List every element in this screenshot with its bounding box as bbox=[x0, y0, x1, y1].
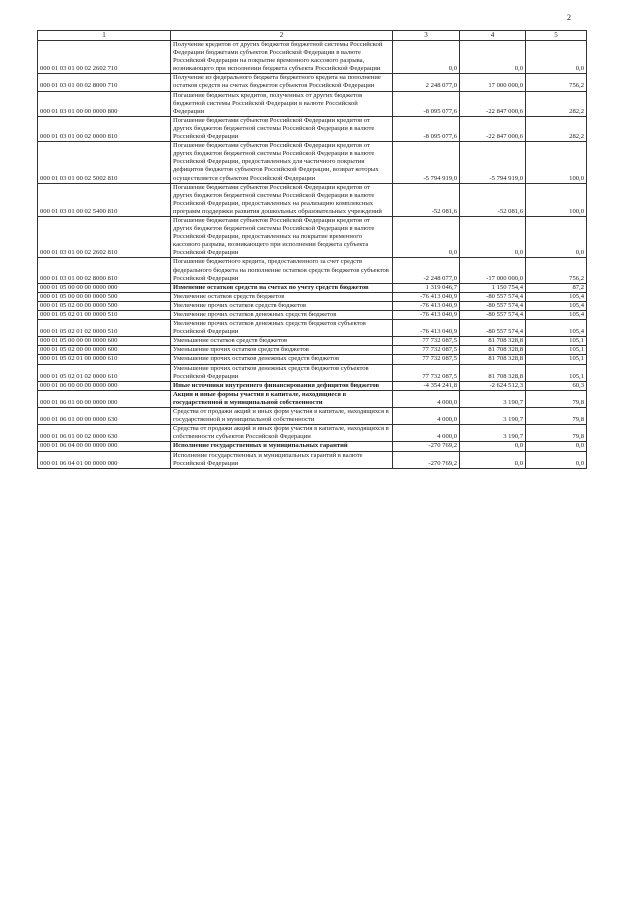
row-name-cell: Исполнение государственных и муниципальных гарантий в валюте Российской Федерации bbox=[171, 451, 393, 468]
row-value-col5: 756,2 bbox=[526, 74, 587, 91]
row-value-col3: -270 769,2 bbox=[393, 442, 460, 451]
table-body bbox=[38, 41, 587, 469]
column-header-1: 1 bbox=[38, 31, 171, 41]
row-value-col5: 0,0 bbox=[526, 41, 587, 74]
row-value-col5: 105,4 bbox=[526, 311, 587, 320]
row-name-cell: Изменение остатков средств на счетах по учету средств бюджетов bbox=[171, 283, 393, 292]
table-row bbox=[38, 301, 587, 310]
row-value-col3: -76 413 040,9 bbox=[393, 301, 460, 310]
row-code-cell: 000 01 05 02 01 00 0000 510 bbox=[38, 311, 171, 320]
row-value-col4: 3 190,7 bbox=[460, 408, 526, 425]
table-row bbox=[38, 311, 587, 320]
row-name-cell: Уменьшение прочих остатков денежных средств бюджетов субъектов Российской Федерации bbox=[171, 364, 393, 381]
row-value-col3: 77 732 087,5 bbox=[393, 346, 460, 355]
row-value-col4: -80 557 574,4 bbox=[460, 320, 526, 337]
row-value-col5: 60,3 bbox=[526, 381, 587, 390]
row-code-cell: 000 01 06 01 00 00 0000 000 bbox=[38, 390, 171, 407]
row-name-cell: Погашение бюджетами субъектов Российской Федерации кредитов от других бюджетов бюджетной системы Российской Федерации в валюте Российской Федерации, предоставленных для частичного покрытия дефицитов бюджетов субъектов Российской Федерации, возврат которых осуществляется субъектом Российской Федерации bbox=[171, 142, 393, 183]
column-header-4: 4 bbox=[460, 31, 526, 41]
table-row bbox=[38, 346, 587, 355]
row-code-cell: 000 01 05 02 01 00 0000 610 bbox=[38, 355, 171, 364]
table-row bbox=[38, 408, 587, 425]
row-value-col4: 81 708 328,8 bbox=[460, 364, 526, 381]
row-name-cell: Иные источники внутреннего финансирования дефицитов бюджетов bbox=[171, 381, 393, 390]
row-value-col4: -80 557 574,4 bbox=[460, 301, 526, 310]
row-value-col4: 3 190,7 bbox=[460, 425, 526, 442]
table-row bbox=[38, 364, 587, 381]
column-header-3: 3 bbox=[393, 31, 460, 41]
row-value-col5: 756,2 bbox=[526, 258, 587, 283]
row-value-col3: -76 413 040,9 bbox=[393, 311, 460, 320]
row-value-col5: 0,0 bbox=[526, 451, 587, 468]
row-value-col3: 4 000,0 bbox=[393, 408, 460, 425]
row-code-cell: 000 01 05 00 00 00 0000 500 bbox=[38, 292, 171, 301]
row-code-cell: 000 01 03 01 00 02 2602 710 bbox=[38, 41, 171, 74]
table-row bbox=[38, 292, 587, 301]
row-value-col5: 105,1 bbox=[526, 355, 587, 364]
row-value-col5: 0,0 bbox=[526, 216, 587, 257]
row-value-col5: 100,0 bbox=[526, 142, 587, 183]
row-value-col3: 4 000,0 bbox=[393, 425, 460, 442]
table-row bbox=[38, 337, 587, 346]
table-row bbox=[38, 320, 587, 337]
row-value-col5: 79,8 bbox=[526, 390, 587, 407]
row-code-cell: 000 01 03 01 00 02 0000 810 bbox=[38, 116, 171, 141]
table-row bbox=[38, 116, 587, 141]
row-value-col4: 1 150 754,4 bbox=[460, 283, 526, 292]
row-code-cell: 000 01 05 02 01 02 0000 610 bbox=[38, 364, 171, 381]
row-name-cell: Получение из федерального бюджета бюджетного кредита на пополнение остатков средств на счетах бюджетов субъектов Российской Федерации bbox=[171, 74, 393, 91]
row-value-col4: 0,0 bbox=[460, 216, 526, 257]
column-header-2: 2 bbox=[171, 31, 393, 41]
row-name-cell: Уменьшение остатков средств бюджетов bbox=[171, 337, 393, 346]
row-value-col4: 81 708 328,8 bbox=[460, 337, 526, 346]
table-row bbox=[38, 425, 587, 442]
table-row bbox=[38, 442, 587, 451]
table-row bbox=[38, 283, 587, 292]
table-row bbox=[38, 451, 587, 468]
row-value-col3: -76 413 040,9 bbox=[393, 320, 460, 337]
row-value-col4: -22 847 000,6 bbox=[460, 116, 526, 141]
row-name-cell: Погашение бюджетами субъектов Российской Федерации кредитов от других бюджетов бюджетной системы Российской Федерации в валюте Российской Федерации bbox=[171, 116, 393, 141]
row-value-col3: 1 319 046,7 bbox=[393, 283, 460, 292]
row-name-cell: Уменьшение прочих остатков средств бюджетов bbox=[171, 346, 393, 355]
row-code-cell: 000 01 05 02 01 02 0000 510 bbox=[38, 320, 171, 337]
row-value-col4: 0,0 bbox=[460, 451, 526, 468]
row-code-cell: 000 01 03 01 00 00 0000 800 bbox=[38, 91, 171, 116]
row-value-col5: 0,0 bbox=[526, 442, 587, 451]
row-value-col3: -52 081,6 bbox=[393, 183, 460, 216]
row-name-cell: Уменьшение прочих остатков денежных средств бюджетов bbox=[171, 355, 393, 364]
column-header-5: 5 bbox=[526, 31, 587, 41]
row-value-col4: 3 190,7 bbox=[460, 390, 526, 407]
row-value-col4: 81 708 328,8 bbox=[460, 355, 526, 364]
row-value-col4: 0,0 bbox=[460, 41, 526, 74]
row-value-col5: 105,1 bbox=[526, 337, 587, 346]
row-code-cell: 000 01 05 02 00 00 0000 600 bbox=[38, 346, 171, 355]
row-code-cell: 000 01 03 01 00 02 8000 810 bbox=[38, 258, 171, 283]
row-value-col3: -76 413 040,9 bbox=[393, 292, 460, 301]
row-value-col3: -8 095 077,6 bbox=[393, 91, 460, 116]
row-value-col4: -5 794 919,0 bbox=[460, 142, 526, 183]
row-value-col5: 105,4 bbox=[526, 320, 587, 337]
table-row bbox=[38, 390, 587, 407]
row-name-cell: Акции и иные формы участия в капитале, находящиеся в государственной и муниципальной собственности bbox=[171, 390, 393, 407]
row-code-cell: 000 01 03 01 00 02 5400 810 bbox=[38, 183, 171, 216]
row-value-col3: -8 095 077,6 bbox=[393, 116, 460, 141]
row-value-col4: -52 081,6 bbox=[460, 183, 526, 216]
row-value-col3: 77 732 087,5 bbox=[393, 337, 460, 346]
row-value-col4: 17 000 000,0 bbox=[460, 74, 526, 91]
table-row bbox=[38, 183, 587, 216]
row-name-cell: Погашение бюджетных кредитов, полученных от других бюджетов бюджетной системы Российской Федерации в валюте Российской Федерации bbox=[171, 91, 393, 116]
row-name-cell: Увеличение прочих остатков денежных средств бюджетов субъектов Российской Федерации bbox=[171, 320, 393, 337]
row-value-col3: -270 769,2 bbox=[393, 451, 460, 468]
row-code-cell: 000 01 06 04 01 00 0000 000 bbox=[38, 451, 171, 468]
table-row bbox=[38, 91, 587, 116]
row-name-cell: Средства от продажи акций и иных форм участия в капитале, находящихся в собственности субъектов Российской Федерации bbox=[171, 425, 393, 442]
row-value-col5: 79,8 bbox=[526, 408, 587, 425]
row-name-cell: Погашение бюджетами субъектов Российской Федерации кредитов от других бюджетов бюджетной системы Российской Федерации в валюте Российской Федерации, предоставленных на реализацию комплексных программ поддержки развития дошкольных образовательных учреждений bbox=[171, 183, 393, 216]
row-code-cell: 000 01 06 00 00 00 0000 000 bbox=[38, 381, 171, 390]
row-value-col5: 282,2 bbox=[526, 91, 587, 116]
row-value-col5: 79,8 bbox=[526, 425, 587, 442]
row-code-cell: 000 01 03 01 00 02 8000 710 bbox=[38, 74, 171, 91]
row-value-col4: -17 000 000,0 bbox=[460, 258, 526, 283]
table-row bbox=[38, 258, 587, 283]
row-value-col3: 0,0 bbox=[393, 41, 460, 74]
row-value-col3: 77 732 087,5 bbox=[393, 364, 460, 381]
row-name-cell: Увеличение прочих остатков денежных средств бюджетов bbox=[171, 311, 393, 320]
row-code-cell: 000 01 05 00 00 00 0000 600 bbox=[38, 337, 171, 346]
row-code-cell: 000 01 05 02 00 00 0000 500 bbox=[38, 301, 171, 310]
row-value-col5: 100,0 bbox=[526, 183, 587, 216]
row-value-col5: 87,2 bbox=[526, 283, 587, 292]
row-code-cell: 000 01 06 04 00 00 0000 000 bbox=[38, 442, 171, 451]
row-code-cell: 000 01 05 00 00 00 0000 000 bbox=[38, 283, 171, 292]
row-value-col3: 4 000,0 bbox=[393, 390, 460, 407]
column-number-header-row bbox=[38, 31, 587, 41]
budget-sources-table bbox=[37, 30, 587, 469]
row-value-col4: -2 624 512,3 bbox=[460, 381, 526, 390]
row-value-col5: 105,4 bbox=[526, 292, 587, 301]
row-value-col5: 105,4 bbox=[526, 301, 587, 310]
row-value-col4: -80 557 574,4 bbox=[460, 311, 526, 320]
table-row bbox=[38, 355, 587, 364]
table-row bbox=[38, 216, 587, 257]
row-code-cell: 000 01 03 01 00 02 2602 810 bbox=[38, 216, 171, 257]
row-name-cell: Исполнение государственных и муниципальных гарантий bbox=[171, 442, 393, 451]
row-value-col3: 0,0 bbox=[393, 216, 460, 257]
row-value-col3: 2 248 077,0 bbox=[393, 74, 460, 91]
row-name-cell: Погашение бюджетного кредита, предоставленного за счет средств федерального бюджета на пополнение остатков средств бюджетов субъектов Российской Федерации bbox=[171, 258, 393, 283]
row-value-col3: -2 248 077,0 bbox=[393, 258, 460, 283]
row-value-col4: 0,0 bbox=[460, 442, 526, 451]
row-name-cell: Увеличение остатков средств бюджетов bbox=[171, 292, 393, 301]
row-value-col5: 282,2 bbox=[526, 116, 587, 141]
row-value-col4: -80 557 574,4 bbox=[460, 292, 526, 301]
row-name-cell: Средства от продажи акций и иных форм участия в капитале, находящихся в государственной и муниципальной собственности bbox=[171, 408, 393, 425]
row-value-col5: 105,1 bbox=[526, 364, 587, 381]
row-value-col3: -5 794 919,0 bbox=[393, 142, 460, 183]
row-code-cell: 000 01 06 01 00 02 0000 630 bbox=[38, 425, 171, 442]
row-value-col4: 81 708 328,8 bbox=[460, 346, 526, 355]
row-name-cell: Увеличение прочих остатков средств бюджетов bbox=[171, 301, 393, 310]
page-number: 2 bbox=[567, 13, 571, 22]
row-value-col4: -22 847 000,6 bbox=[460, 91, 526, 116]
row-code-cell: 000 01 03 01 00 02 5002 810 bbox=[38, 142, 171, 183]
row-value-col5: 105,1 bbox=[526, 346, 587, 355]
table-row bbox=[38, 41, 587, 74]
table-row bbox=[38, 142, 587, 183]
table-row bbox=[38, 74, 587, 91]
row-name-cell: Получение кредитов от других бюджетов бюджетной системы Российской Федерации бюджетами субъектов Российской Федерации в валюте Российской Федерации на покрытие временного кассового разрыва, возникающего при исполнении бюджета субъекта Российской Федерации bbox=[171, 41, 393, 74]
row-code-cell: 000 01 06 01 00 00 0000 630 bbox=[38, 408, 171, 425]
row-name-cell: Погашение бюджетами субъектов Российской Федерации кредитов от других бюджетов бюджетной системы Российской Федерации в валюте Российской Федерации, предоставленных на покрытие временного кассового разрыва, возникающего при исполнении бюджета субъекта Российской Федерации bbox=[171, 216, 393, 257]
row-value-col3: -4 354 241,8 bbox=[393, 381, 460, 390]
table-row bbox=[38, 381, 587, 390]
row-value-col3: 77 732 087,5 bbox=[393, 355, 460, 364]
